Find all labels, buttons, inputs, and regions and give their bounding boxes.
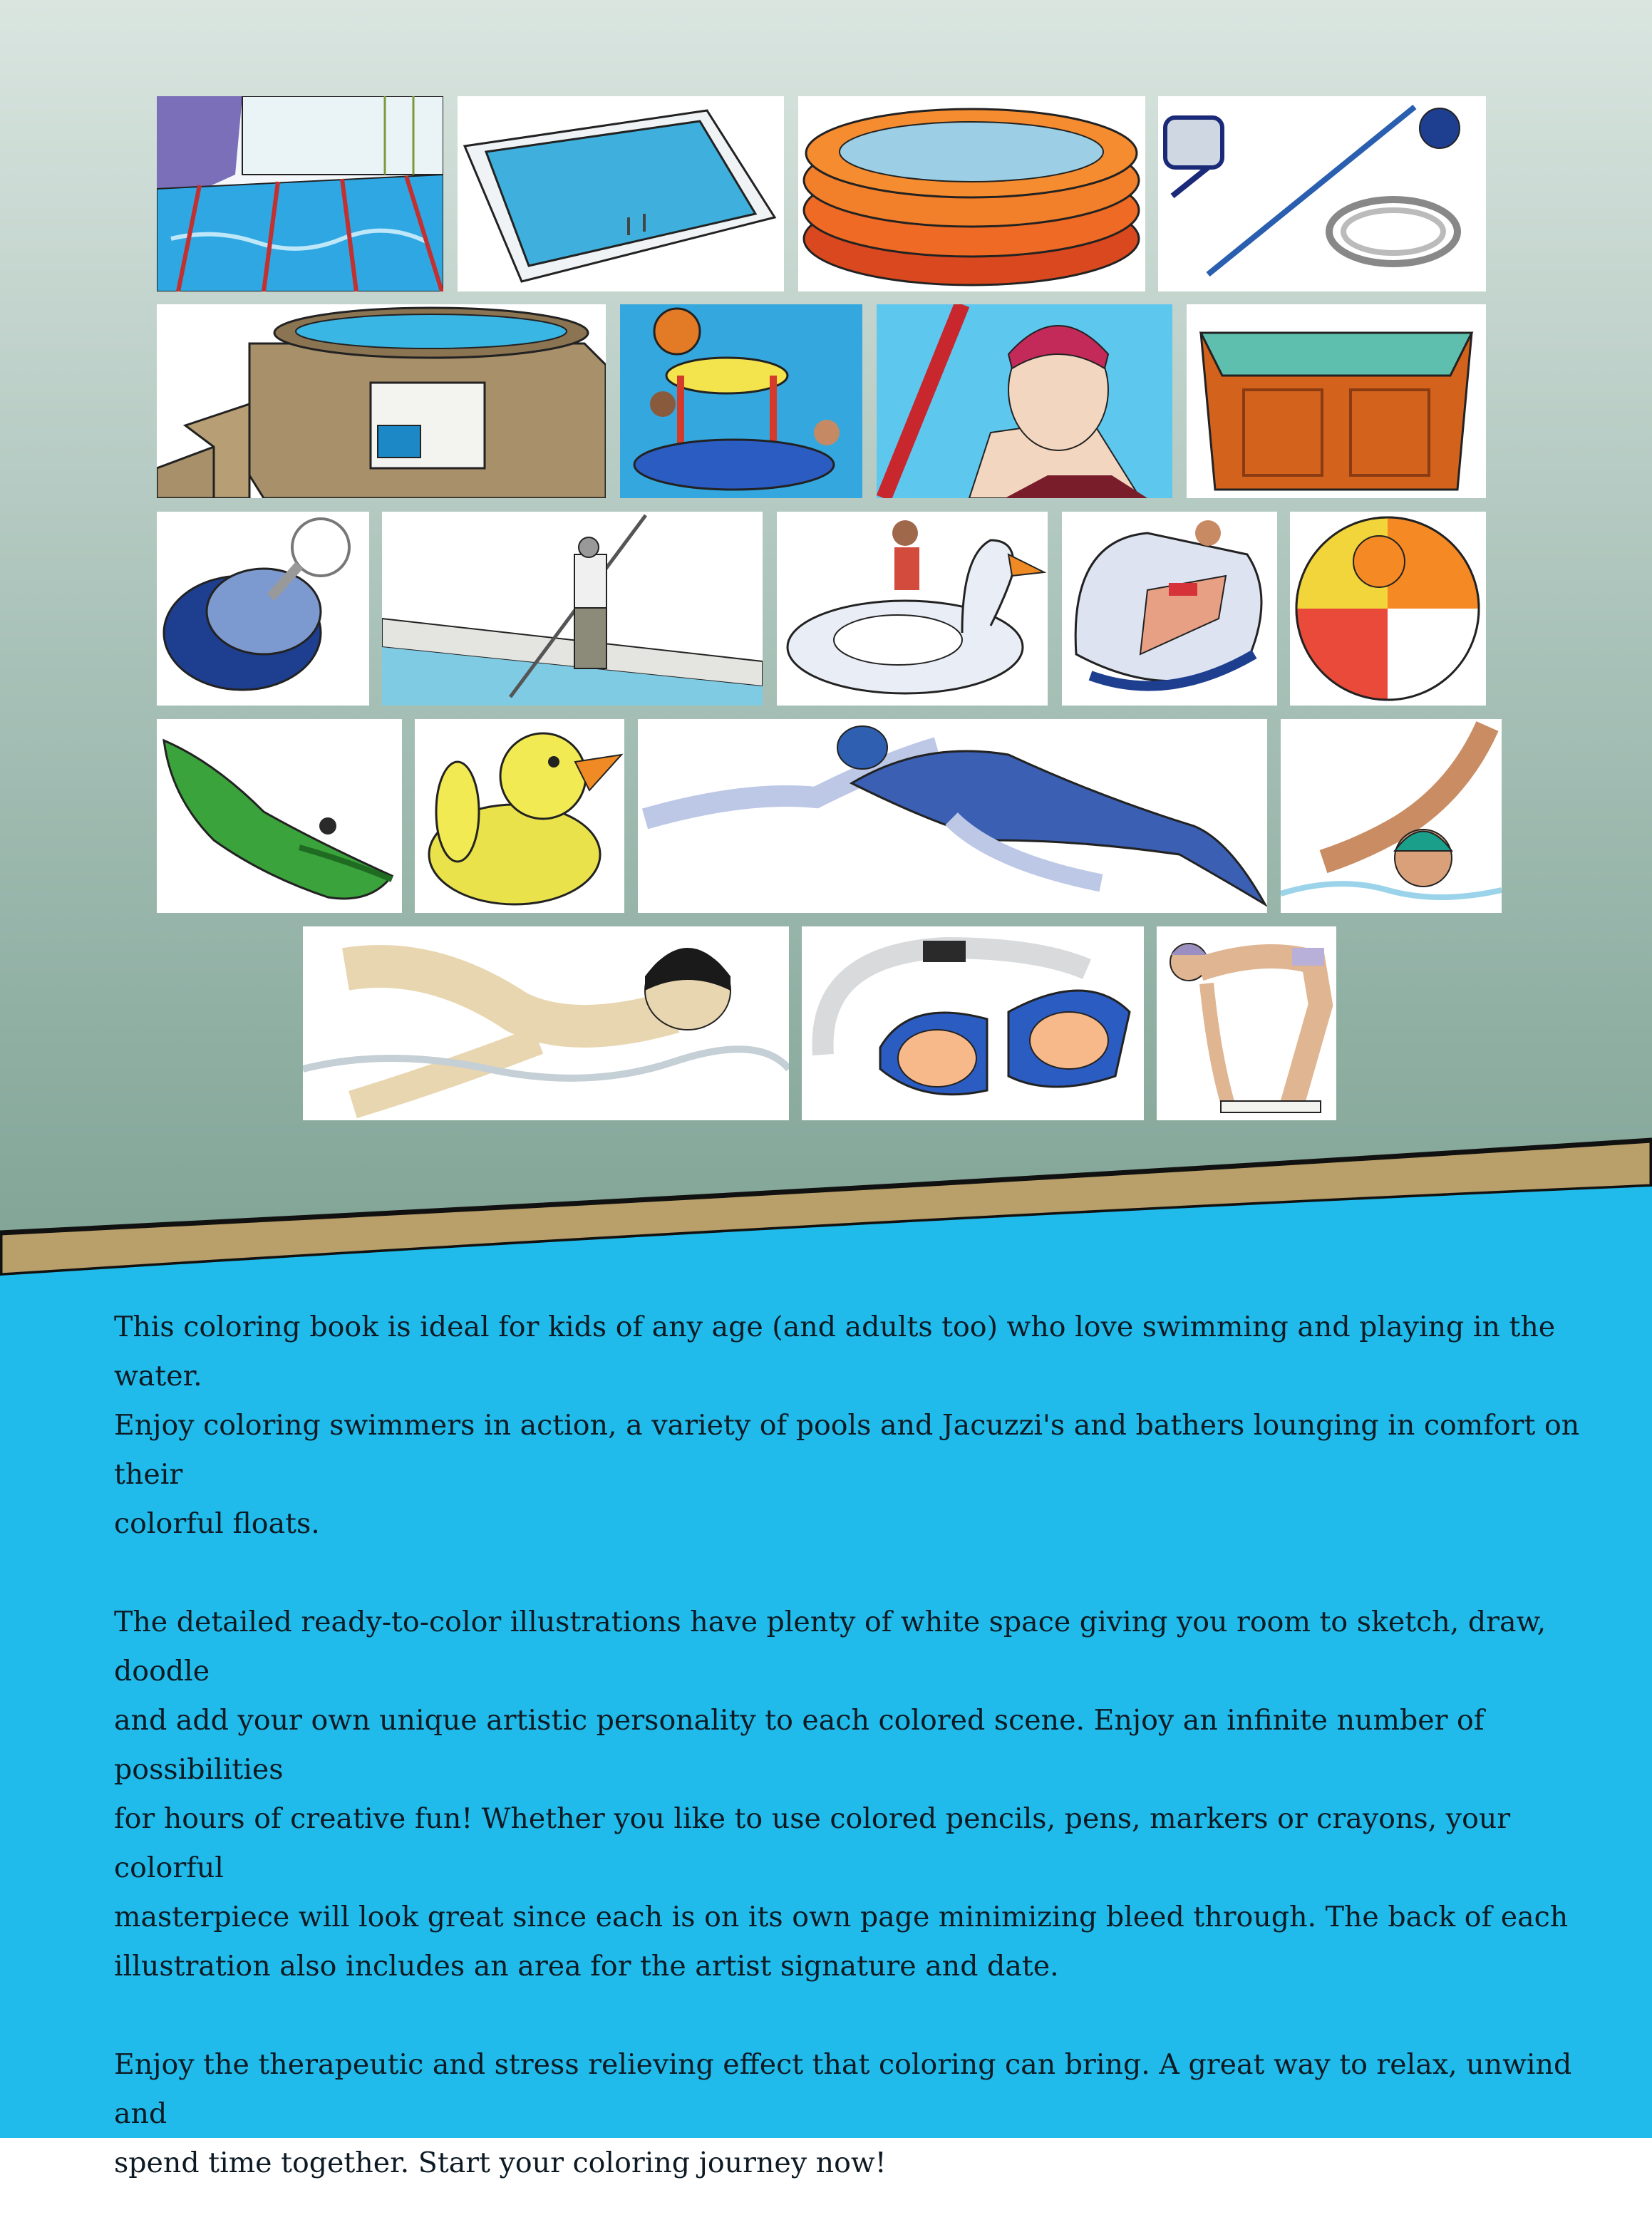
swim-goggles-illustration: [802, 926, 1144, 1120]
description-text: [114, 1303, 1604, 2237]
rectangular-pool-illustration: [458, 96, 784, 291]
inflatable-kiddie-pool-illustration: [798, 96, 1145, 291]
swimmer-adjusting-goggles-illustration: [877, 304, 1172, 498]
lounge-float-illustration: [1062, 512, 1277, 706]
description-paragraph-3: Enjoy the therapeutic and stress relieving effect that coloring can bring. A great way to relax, unwind and spend time together. Start your coloring journey now!: [114, 2048, 1572, 2179]
pool-cleaning-tools-illustration: [1158, 96, 1486, 291]
beach-ball-illustration: [1290, 512, 1486, 706]
description-paragraph-1: This coloring book is ideal for kids of any age (and adults too) who love swimming and playing in the water. Enjoy coloring swimmers in action, a variety of pools and Jacuzzi's and bathers lounging in comfort on their colorful floats.: [114, 1311, 1580, 1540]
swimmer-gliding-illustration: [638, 719, 1267, 913]
robotic-pool-cleaner-illustration: [157, 512, 369, 706]
hot-tub-with-steps-illustration: [157, 304, 606, 498]
inflatable-crocodile-illustration: [157, 719, 402, 913]
square-hot-tub-illustration: [1187, 304, 1486, 498]
swimmer-on-starting-block-illustration: [1157, 926, 1336, 1120]
pool-basketball-illustration: [620, 304, 862, 498]
swimmer-butterfly-illustration: [303, 926, 789, 1120]
rubber-duck-float-illustration: [415, 719, 624, 913]
man-vacuuming-pool-illustration: [382, 512, 763, 706]
pool-deck: [0, 1112, 1652, 1297]
swimmer-freestyle-illustration: [1281, 719, 1502, 913]
swan-float-rider-illustration: [777, 512, 1048, 706]
indoor-lap-pool-illustration: [157, 96, 443, 291]
description-paragraph-2: The detailed ready-to-color illustrations have plenty of white space giving you room to sketch, draw, doodle and add your own unique artistic personality to each colored scene. Enjoy an infinite number of possibilities for hours of creative fun! Whether you like to use colored pencils, pens, markers or crayons, your colorful masterpiece will look great since each is on its own page minimizing bleed through. The back of each illustration also includes an area for the artist signature and date.: [114, 1606, 1569, 1983]
